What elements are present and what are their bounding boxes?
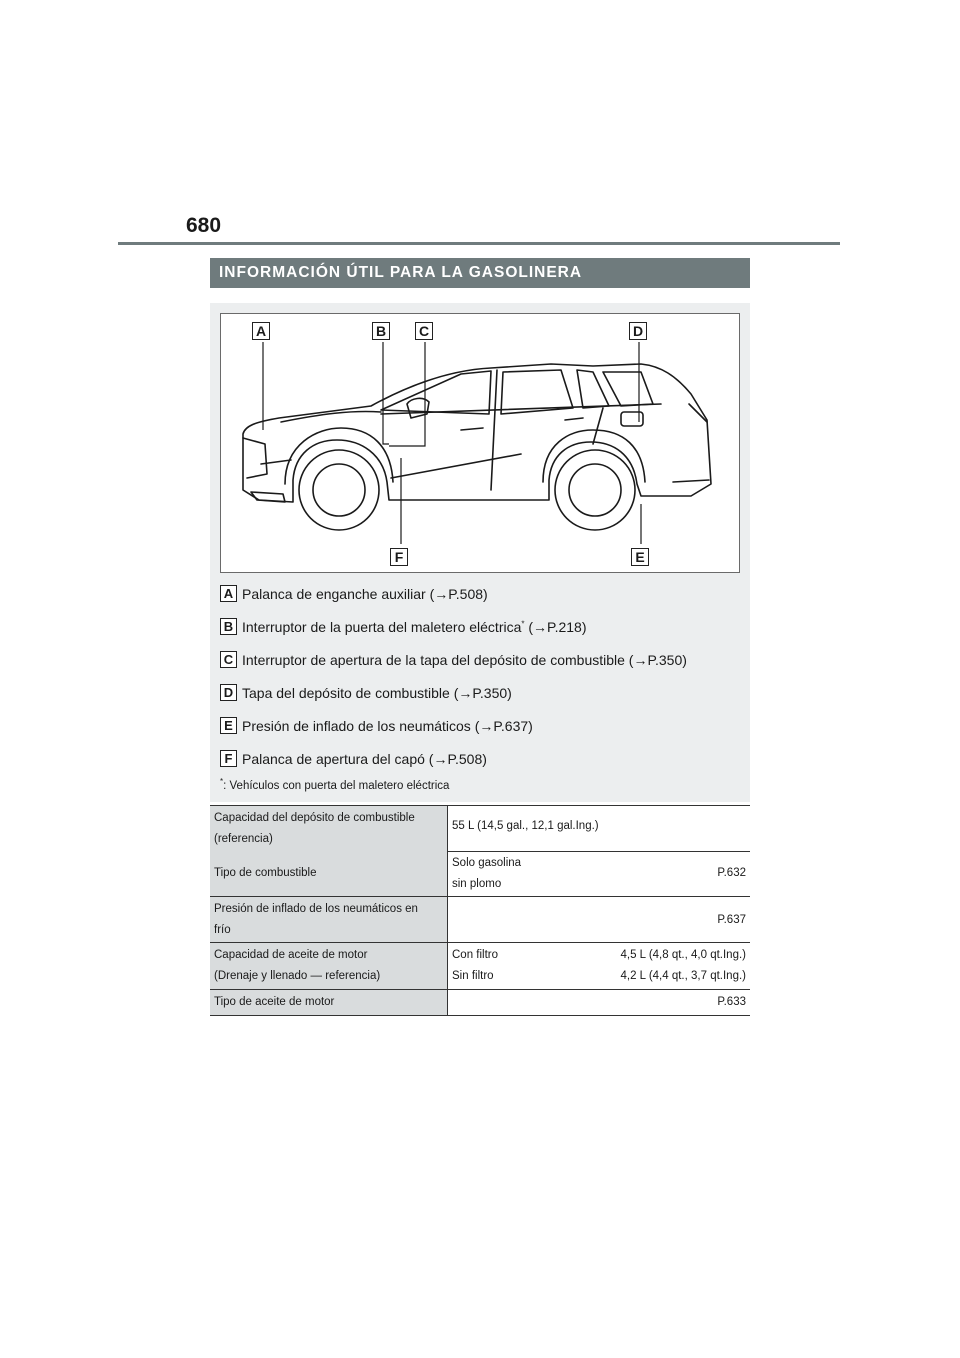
legend-key: D (220, 684, 237, 701)
table-row (210, 805, 750, 852)
spec-label (210, 806, 448, 851)
table-row (210, 851, 750, 897)
legend-text: Palanca de apertura del capó (→P.508) (242, 751, 487, 767)
callout-e: E (631, 548, 649, 566)
sub-value: 4,2 L (4,4 qt., 3,7 qt.Ing.) (620, 970, 746, 982)
legend-text-wrap (242, 619, 587, 635)
legend-key: E (220, 717, 237, 734)
spec-label (210, 943, 448, 989)
spec-value (452, 990, 746, 1015)
legend-key: A (220, 585, 237, 602)
label-line: (Drenaje y llenado — referencia) (214, 970, 381, 982)
spec-value (452, 851, 746, 896)
label-line: (referencia) (214, 833, 273, 845)
value-line: sin plomo (452, 878, 502, 890)
callout-c: C (415, 322, 433, 340)
label-line: Capacidad del depósito de combustible (214, 812, 415, 824)
legend-text: Interruptor de apertura de la tapa del depósito de combustible (→P.350) (242, 652, 687, 668)
vehicle-diagram (220, 313, 740, 573)
callout-f: F (390, 548, 408, 566)
footnote (220, 777, 449, 792)
top-rule (118, 242, 840, 245)
table-row (210, 990, 750, 1016)
spec-label: Tipo de aceite de motor (210, 990, 448, 1015)
page-number: 680 (186, 214, 222, 237)
legend-text: Interruptor de la puerta del maletero eléctrica (242, 619, 522, 635)
label-line: Presión de inflado de los neumáticos en (214, 903, 418, 915)
footnote-text: : Vehículos con puerta del maletero eléctrica (223, 779, 450, 792)
legend-ref: (→P.218) (524, 619, 587, 635)
legend-key: C (220, 651, 237, 668)
callout-d: D (629, 322, 647, 340)
spec-label (210, 897, 448, 942)
callout-a: A (252, 322, 270, 340)
table-row (210, 897, 750, 943)
vehicle-illustration (221, 314, 739, 572)
sub-name: Con filtro (452, 949, 499, 961)
legend-key: B (220, 618, 237, 635)
sub-value: 4,5 L (4,8 qt., 4,0 qt.Ing.) (620, 949, 746, 961)
legend-text: Presión de inflado de los neumáticos (→P.637) (242, 718, 533, 734)
legend-key: F (220, 750, 237, 767)
legend-text: Tapa del depósito de combustible (→P.350) (242, 685, 512, 701)
page-ref: P.637 (717, 914, 746, 926)
spec-label: Tipo de combustible (210, 851, 448, 896)
asterisk-mark: * (521, 619, 525, 629)
footnote-mark: * (220, 777, 224, 786)
callout-b: B (372, 322, 390, 340)
label-line: frío (214, 924, 231, 936)
page-ref: P.633 (717, 996, 746, 1008)
spec-value (452, 943, 746, 989)
value-line: Solo gasolina (452, 857, 522, 869)
spec-value (452, 897, 746, 942)
legend-text: Palanca de enganche auxiliar (→P.508) (242, 586, 488, 602)
section-title: INFORMACIÓN ÚTIL PARA LA GASOLINERA (210, 258, 750, 288)
table-row (210, 943, 750, 990)
spec-value: 55 L (14,5 gal., 12,1 gal.Ing.) (452, 820, 599, 832)
sub-name: Sin filtro (452, 970, 494, 982)
page-ref: P.632 (717, 867, 746, 879)
label-line: Capacidad de aceite de motor (214, 949, 368, 961)
